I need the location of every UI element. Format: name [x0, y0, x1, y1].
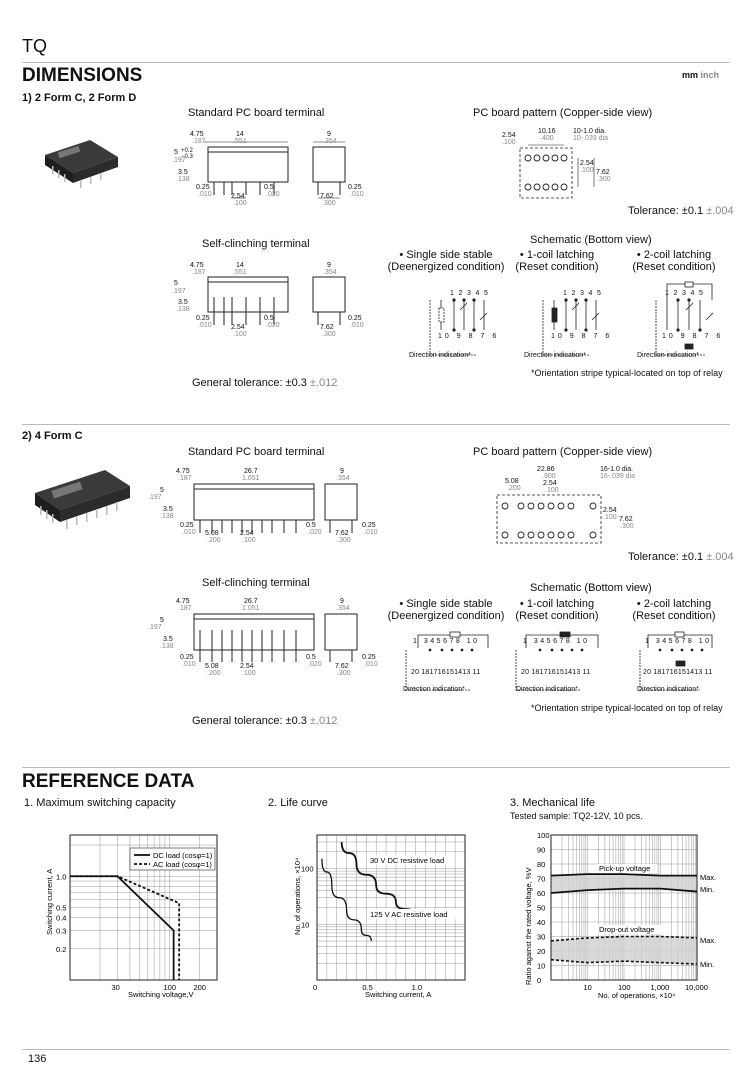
pcb2-hole: 16-1.0 dia. — [600, 466, 634, 473]
pcb-dim-7-62: 7.62 — [596, 169, 610, 176]
dim-010: .010 — [198, 191, 212, 198]
s2s-dim-010b: .010 — [364, 661, 378, 668]
dim-020: .020 — [266, 191, 280, 198]
annot-dropout-min: Min. — [700, 960, 715, 969]
x-tick-label: 0 — [313, 983, 318, 992]
self-dim-0-25: 0.25 — [196, 315, 210, 322]
sch1-direction: Direction indication* — [409, 352, 471, 359]
pin: 4 — [475, 290, 484, 297]
pin: 3 — [682, 290, 691, 297]
y-tick-label: 20 — [537, 947, 546, 956]
pcb2-dim-100b: .100 — [603, 514, 617, 521]
pcb2-dim-100: .100 — [545, 487, 559, 494]
self-dim-300: .300 — [322, 331, 336, 338]
self-dim-14: 14 — [236, 262, 244, 269]
s2s-dim-0-5: 0.5 — [306, 654, 316, 661]
s2-dim-3-5: 3.5 — [163, 506, 173, 513]
pcb-hole-inch: 10-.039 dia — [573, 135, 609, 142]
s2s-dim-9: 9 — [340, 598, 344, 605]
s2s-dim-197: .197 — [148, 624, 162, 631]
x-tick-label: 100 — [163, 983, 177, 992]
pin: 10 — [576, 638, 590, 645]
sch3-line2: (Reset condition) — [632, 610, 716, 622]
s2-dim-010: .010 — [182, 529, 196, 536]
pcb-dim-10-16: 10.16 — [538, 128, 556, 135]
pin: 4 — [540, 638, 547, 645]
sch2-line2: (Reset condition) — [515, 610, 599, 622]
pin: 10 — [662, 333, 676, 340]
chart1-xlabel: Switching voltage,V — [128, 990, 194, 999]
x-tick-label: 10,000 — [685, 983, 708, 992]
sch2-line2: (Reset condition) — [515, 261, 599, 273]
s2-dim-9: 9 — [340, 468, 344, 475]
sec1-note: *Orientation stripe typical-located on top of relay — [531, 368, 723, 378]
pin: 7 — [449, 638, 456, 645]
sch3-line2: (Reset condition) — [632, 261, 716, 273]
self-dim-138: .138 — [176, 306, 190, 313]
self-dim-0-25b: 0.25 — [348, 315, 362, 322]
y-tick-label: 0 — [537, 976, 542, 985]
sch1-line2: (Deenergized condition) — [387, 261, 505, 273]
pcb2-dim-2-54: 2.54 — [543, 480, 557, 487]
tolerance-inch: ±.004 — [706, 551, 734, 563]
pin: 8 — [581, 333, 589, 340]
y-tick-label: 50 — [537, 903, 546, 913]
self-dim-0-5: 0.5 — [264, 315, 274, 322]
x-tick-label: 1,000 — [650, 983, 670, 992]
pin: 6 — [716, 333, 724, 340]
s2-dim-0-25b: 0.25 — [362, 522, 376, 529]
pin: 5 — [597, 290, 606, 297]
pin: 18 — [653, 669, 662, 676]
pin: 14 — [564, 669, 573, 676]
pin: 7 — [480, 333, 488, 340]
sec1-self-title: Self-clinching terminal — [202, 238, 310, 250]
chart1-title: 1. Maximum switching capacity — [24, 797, 176, 809]
pin: 15 — [677, 669, 687, 676]
pin: 1 — [523, 638, 530, 645]
dim-354: .354 — [323, 138, 337, 145]
s2s-dim-0-25: 0.25 — [180, 654, 194, 661]
s2s-dim-26-7: 26.7 — [244, 598, 258, 605]
pcb2-dim-2-54b: 2.54 — [603, 507, 617, 514]
dim-197: .197 — [172, 157, 186, 164]
pin: 3 — [655, 638, 663, 645]
pin: 10 — [438, 333, 452, 340]
s2s-dim-0-25b: 0.25 — [362, 654, 376, 661]
reference-title: REFERENCE DATA — [22, 771, 195, 792]
s2s-dim-3-5: 3.5 — [163, 636, 173, 643]
pcb2-hole-inch: 16-.039 dia — [600, 473, 636, 480]
tolerance-mm: Tolerance: ±0.1 — [628, 205, 704, 217]
tolerance-inch: ±.004 — [706, 205, 734, 217]
pcb-hole: 10-1.0 dia. — [573, 128, 607, 135]
y-tick-label: 80 — [537, 860, 546, 869]
pin: 10 — [551, 333, 565, 340]
pin: 4 — [588, 290, 597, 297]
sec1-schematic-title: Schematic (Bottom view) — [530, 234, 652, 246]
sch3-direction: Direction indication* — [637, 352, 699, 359]
dim-14: 14 — [236, 131, 244, 138]
self-dim-187: .187 — [192, 269, 206, 276]
page-number: 136 — [28, 1053, 47, 1065]
pin: 1 — [645, 638, 652, 645]
pcb-dim-100a: .100 — [502, 139, 516, 146]
self-dim-100: .100 — [233, 331, 247, 338]
sec2-note: *Orientation stripe typical-located on top of relay — [531, 703, 723, 713]
pin: 1 — [563, 290, 572, 297]
unit-mm: mm — [682, 70, 699, 80]
y-tick-label: 0.5 — [56, 903, 67, 913]
pin: 14 — [454, 669, 463, 676]
pcb2-dim-200: .200 — [507, 485, 521, 492]
annot-30v-dc: 30 V DC resistive load — [370, 856, 445, 865]
annot-dropout: Drop-out voltage — [599, 925, 655, 934]
pin: 2 — [458, 290, 467, 297]
pcb2-dim-900: .900 — [542, 473, 556, 480]
dropout-band — [551, 937, 697, 965]
pin: 8 — [455, 638, 463, 645]
self-dim-2-54: 2.54 — [231, 324, 245, 331]
pin: 17 — [661, 669, 670, 676]
x-tick-label: 100 — [618, 983, 631, 992]
self-dim-010b: .010 — [350, 322, 364, 329]
dim-2-54: 2.54 — [231, 193, 245, 200]
pin: 6 — [553, 638, 560, 645]
dim-9: 9 — [327, 131, 331, 138]
sec2-schematic-title: Schematic (Bottom view) — [530, 582, 652, 594]
pin: 6 — [443, 638, 450, 645]
chart2-ylabel: No. of operations, ×10⁴ — [293, 857, 302, 935]
pin: 14 — [686, 669, 695, 676]
s2s-dim-4-75: 4.75 — [176, 598, 190, 605]
pin: 15 — [445, 669, 455, 676]
sch6-direction: Direction indication* — [637, 686, 699, 693]
dim-4-75: 4.75 — [190, 131, 204, 138]
pcb2-dim-300: .300 — [620, 523, 634, 530]
pin: 8 — [687, 638, 695, 645]
y-tick-label: 0.3 — [56, 926, 67, 936]
s2-dim-26-7: 26.7 — [244, 468, 258, 475]
pin: 9 — [569, 333, 577, 340]
s2-dim-187: .187 — [178, 475, 192, 482]
pcb-dim-2-54a: 2.54 — [502, 132, 516, 139]
s2-dim-010b: .010 — [364, 529, 378, 536]
s2s-dim-354: .354 — [336, 605, 350, 612]
pin: 20 — [643, 669, 652, 676]
dim-551: .551 — [233, 138, 247, 145]
sch2-direction: Direction indication* — [524, 352, 586, 359]
s2-dim-197: .197 — [148, 494, 162, 501]
y-tick-label: 60 — [537, 889, 546, 898]
s2s-dim-020: .020 — [308, 661, 322, 668]
y-tick-label: 70 — [537, 874, 546, 884]
self-dim-197: .197 — [172, 288, 186, 295]
y-tick-label: 10 — [301, 920, 310, 930]
annot-dropout-max: Max. — [700, 936, 717, 945]
s2s-dim-5-08: 5.08 — [205, 663, 219, 670]
footer-rule — [22, 1049, 730, 1050]
s2s-dim-187: .187 — [178, 605, 192, 612]
s2-dim-300: .300 — [337, 537, 351, 544]
s2-dim-0-25: 0.25 — [180, 522, 194, 529]
sec2-pcb-title: PC board pattern (Copper-side view) — [473, 446, 653, 458]
self-dim-4-75: 4.75 — [190, 262, 204, 269]
chart2-xlabel: Switching current, A — [365, 990, 432, 999]
sec2-heading: 2) 4 Form C — [22, 430, 83, 442]
s2s-dim-5: 5 — [160, 617, 164, 624]
pin: 6 — [492, 333, 500, 340]
pcb-dim-100b: .100 — [580, 167, 594, 174]
y-tick-label: 0.4 — [56, 913, 67, 923]
pin: 15 — [555, 669, 565, 676]
pin: 20 — [411, 669, 420, 676]
pin: 1 — [450, 290, 459, 297]
s2-dim-138: .138 — [160, 513, 174, 520]
pin: 16 — [437, 669, 446, 676]
pin: 18 — [531, 669, 540, 676]
pcb2-dim-7-62: 7.62 — [619, 516, 633, 523]
dim-5-tol: +0.2 −0.3 — [181, 148, 193, 160]
dim-3-5: 3.5 — [178, 169, 188, 176]
tolerance-mm: Tolerance: ±0.1 — [628, 551, 704, 563]
pcb2-dim-22-86: 22.86 — [537, 466, 555, 473]
pin: 7 — [559, 638, 566, 645]
self-dim-7-62: 7.62 — [320, 324, 334, 331]
sch4-direction: Direction indication* — [403, 686, 465, 693]
sch1-line1: • Single side stable — [399, 249, 493, 261]
pin: 16 — [669, 669, 678, 676]
pin: 7 — [593, 333, 601, 340]
self-dim-3-5: 3.5 — [178, 299, 188, 306]
annot-pickup-min: Min. — [700, 885, 715, 894]
pcb2-dim-5-08: 5.08 — [505, 478, 519, 485]
chart3-subtitle: Tested sample: TQ2-12V, 10 pcs. — [510, 811, 643, 821]
chart2-title: 2. Life curve — [268, 797, 328, 809]
pin: 17 — [539, 669, 548, 676]
dim-7-62: 7.62 — [320, 193, 334, 200]
sec2-self-title: Self-clinching terminal — [202, 577, 310, 589]
section-title: DIMENSIONS — [22, 65, 143, 86]
dim-300: .300 — [322, 200, 336, 207]
pin: 8 — [565, 638, 573, 645]
sch1-line2: (Deenergized condition) — [387, 610, 505, 622]
y-tick-label: 10 — [537, 961, 546, 971]
pin: 6 — [605, 333, 613, 340]
s2-dim-1-051: 1.051 — [242, 475, 260, 482]
legend-dc: DC load (cosφ=1) — [153, 851, 213, 860]
s2-dim-2-54: 2.54 — [240, 530, 254, 537]
s2s-dim-1-051: 1.051 — [242, 605, 260, 612]
s2-dim-100: .100 — [242, 537, 256, 544]
dim-100: .100 — [233, 200, 247, 207]
pin: 7 — [704, 333, 712, 340]
s2-dim-5: 5 — [160, 487, 164, 494]
pin: 11 — [582, 669, 591, 676]
dim-010b: .010 — [350, 191, 364, 198]
pin: 7 — [681, 638, 688, 645]
sec1-heading: 1) 2 Form C, 2 Form D — [22, 92, 137, 104]
s2-dim-0-5: 0.5 — [306, 522, 316, 529]
y-tick-label: 1.0 — [56, 872, 67, 882]
y-tick-label: 90 — [537, 845, 546, 855]
pin: 4 — [690, 290, 699, 297]
s2-dim-4-75: 4.75 — [176, 468, 190, 475]
y-tick-label: 100 — [537, 831, 550, 840]
annot-pickup: Pick-up voltage — [599, 864, 651, 873]
pin: 2 — [673, 290, 682, 297]
sch2-line1: • 1-coil latching — [519, 598, 595, 610]
s2s-dim-2-54: 2.54 — [240, 663, 254, 670]
pin: 8 — [692, 333, 700, 340]
sec2-std-title: Standard PC board terminal — [188, 446, 325, 458]
pin: 3 — [533, 638, 541, 645]
dim-0-5: 0.5 — [264, 184, 274, 191]
chart1-ylabel: Switching current, A — [45, 868, 54, 935]
pin: 8 — [468, 333, 476, 340]
pin: 6 — [675, 638, 682, 645]
s2s-dim-138: .138 — [160, 643, 174, 650]
pin: 16 — [547, 669, 556, 676]
y-tick-label: 100 — [301, 864, 314, 874]
s2-dim-020: .020 — [308, 529, 322, 536]
general-tol-mm: General tolerance: ±0.3 — [192, 715, 307, 727]
pin: 3 — [580, 290, 589, 297]
self-dim-551: .551 — [233, 269, 247, 276]
pin: 4 — [662, 638, 669, 645]
self-dim-5: 5 — [174, 280, 178, 287]
pin: 5 — [699, 290, 708, 297]
y-tick-label: 30 — [537, 932, 546, 942]
chart3-title: 3. Mechanical life — [510, 797, 595, 809]
s2-dim-5-08: 5.08 — [205, 530, 219, 537]
sec1-pcb-title: PC board pattern (Copper-side view) — [473, 107, 653, 119]
pin: 5 — [546, 638, 554, 645]
pin: 17 — [429, 669, 438, 676]
general-tol-inch: ±.012 — [309, 715, 338, 727]
sec1-std-title: Standard PC board terminal — [188, 107, 325, 119]
pcb-dim-300: .300 — [597, 176, 611, 183]
general-tol-mm: General tolerance: ±0.3 — [192, 377, 307, 389]
pin: 5 — [668, 638, 676, 645]
dim-5: 5 — [174, 149, 178, 156]
dim-0-25: 0.25 — [196, 184, 210, 191]
pin: 9 — [680, 333, 688, 340]
y-tick-label: 0.2 — [56, 944, 67, 954]
chart3-xlabel: No. of operations, ×10⁴ — [598, 991, 676, 1000]
pcb-dim-2-54b: 2.54 — [580, 160, 594, 167]
pin: 5 — [484, 290, 493, 297]
pin: 10 — [698, 638, 712, 645]
x-tick-label: 200 — [193, 983, 206, 992]
pin: 3 — [423, 638, 431, 645]
legend-ac: AC load (cosφ=1) — [153, 860, 212, 869]
pin: 18 — [421, 669, 430, 676]
sch2-line1: • 1-coil latching — [519, 249, 595, 261]
self-dim-354: .354 — [323, 269, 337, 276]
s2-dim-354: .354 — [336, 475, 350, 482]
s2s-dim-200: .200 — [207, 670, 221, 677]
sch3-line1: • 2-coil latching — [636, 598, 712, 610]
pin: 11 — [472, 669, 481, 676]
sch3-line1: • 2-coil latching — [636, 249, 712, 261]
pin: 11 — [704, 669, 713, 676]
pin: 10 — [466, 638, 480, 645]
self-dim-010: .010 — [198, 322, 212, 329]
pin: 4 — [430, 638, 437, 645]
self-dim-020: .020 — [266, 322, 280, 329]
s2s-dim-100: .100 — [242, 670, 256, 677]
x-tick-label: 0.5 — [362, 983, 373, 992]
dim-138: .138 — [176, 176, 190, 183]
pin: 13 — [694, 669, 703, 676]
pin: 5 — [436, 638, 444, 645]
s2s-dim-010: .010 — [182, 661, 196, 668]
x-tick-label: 10 — [583, 983, 592, 992]
pin: 13 — [462, 669, 471, 676]
self-dim-9: 9 — [327, 262, 331, 269]
dim-0-25b: 0.25 — [348, 184, 362, 191]
y-tick-label: 40 — [537, 918, 546, 927]
annot-pickup-max: Max. — [700, 873, 717, 882]
pin: 2 — [571, 290, 580, 297]
pin: 13 — [572, 669, 581, 676]
series-name: TQ — [22, 36, 47, 56]
s2s-dim-7-62: 7.62 — [335, 663, 349, 670]
pin: 3 — [467, 290, 476, 297]
s2-dim-7-62: 7.62 — [335, 530, 349, 537]
pin: 1 — [413, 638, 420, 645]
pin: 20 — [521, 669, 530, 676]
x-tick-label: 1.0 — [411, 983, 423, 992]
pin: 9 — [456, 333, 464, 340]
sch1-line1: • Single side stable — [399, 598, 493, 610]
x-tick-label: 30 — [111, 983, 120, 992]
s2s-dim-300: .300 — [337, 670, 351, 677]
annot-125v-ac: 125 V AC resistive load — [370, 910, 448, 919]
dim-187: .187 — [192, 138, 206, 145]
general-tol-inch: ±.012 — [309, 377, 338, 389]
s2-dim-200: .200 — [207, 537, 221, 544]
pin: 1 — [665, 290, 674, 297]
unit-inch: inch — [700, 70, 720, 80]
sch5-direction: Direction indication* — [516, 686, 578, 693]
pcb-dim-400: .400 — [540, 135, 554, 142]
chart3-ylabel: Ratio against the rated voltage, %V — [524, 867, 533, 985]
